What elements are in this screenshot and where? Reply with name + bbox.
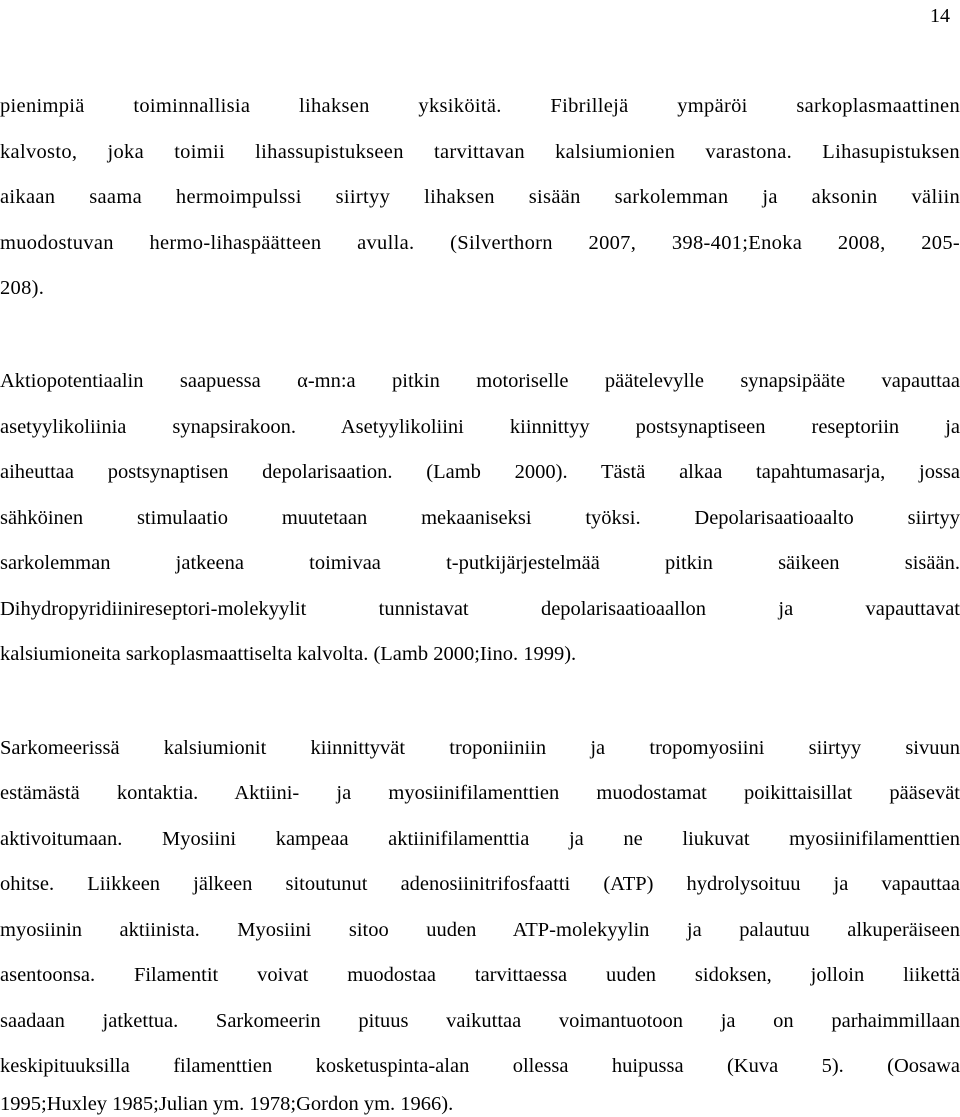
text-line: ohitse. Liikkeen jälkeen sitoutunut adenosiinitrifosfaatti (ATP) hydrolysoituu ja vapauttaa — [0, 873, 960, 895]
text-line: 1995;Huxley 1985;Julian ym. 1978;Gordon ym. 1966). — [0, 1093, 454, 1115]
text-line: aikaan saama hermoimpulssi siirtyy lihaksen sisään sarkolemman ja aksonin väliin — [0, 186, 960, 208]
text-line: kalsiumioneita sarkoplasmaattiselta kalvolta. (Lamb 2000;Iino. 1999). — [0, 643, 577, 665]
text-line: myosiinin aktiinista. Myosiini sitoo uuden ATP-molekyylin ja palautuu alkuperäiseen — [0, 919, 960, 941]
text-line: asetyylikoliinia synapsirakoon. Asetyylikoliini kiinnittyy postsynaptiseen reseptoriin ja — [0, 416, 960, 438]
text-line: kalvosto, joka toimii lihassupistukseen tarvittavan kalsiumionien varastona. Lihasupistuksen — [0, 141, 960, 163]
text-line: Aktiopotentiaalin saapuessa α-mn:a pitkin motoriselle päätelevylle synapsipääte vapauttaa — [0, 370, 960, 392]
text-line: Sarkomeerissä kalsiumionit kiinnittyvät troponiiniin ja tropomyosiini siirtyy sivuun — [0, 737, 960, 759]
text-line: pienimpiä toiminnallisia lihaksen yksiköitä. Fibrillejä ympäröi sarkoplasmaattinen — [0, 95, 960, 117]
text-line: aiheuttaa postsynaptisen depolarisaation. (Lamb 2000). Tästä alkaa tapahtumasarja, jossa — [0, 461, 960, 483]
text-line: sarkolemman jatkeena toimivaa t-putkijärjestelmää pitkin säikeen sisään. — [0, 552, 960, 574]
text-line: sähköinen stimulaatio muutetaan mekaaniseksi työksi. Depolarisaatioaalto siirtyy — [0, 507, 960, 529]
text-line: keskipituuksilla filamenttien kosketuspinta-alan ollessa huipussa (Kuva 5). (Oosawa — [0, 1055, 960, 1077]
text-line: asentoonsa. Filamentit voivat muodostaa tarvittaessa uuden sidoksen, jolloin liikettä — [0, 964, 960, 986]
text-line: estämästä kontaktia. Aktiini- ja myosiinifilamenttien muodostamat poikittaisillat pääsevät — [0, 782, 960, 804]
text-line: aktivoitumaan. Myosiini kampeaa aktiinifilamenttia ja ne liukuvat myosiinifilamenttien — [0, 828, 960, 850]
text-line: 208). — [0, 277, 45, 299]
text-line: saadaan jatkettua. Sarkomeerin pituus vaikuttaa voimantuotoon ja on parhaimmillaan — [0, 1010, 960, 1032]
page-number: 14 — [930, 5, 950, 27]
text-line: muodostuvan hermo-lihaspäätteen avulla. (Silverthorn 2007, 398-401;Enoka 2008, 205- — [0, 232, 960, 254]
text-line: Dihydropyridiinireseptori-molekyylit tunnistavat depolarisaatioaallon ja vapauttavat — [0, 598, 960, 620]
